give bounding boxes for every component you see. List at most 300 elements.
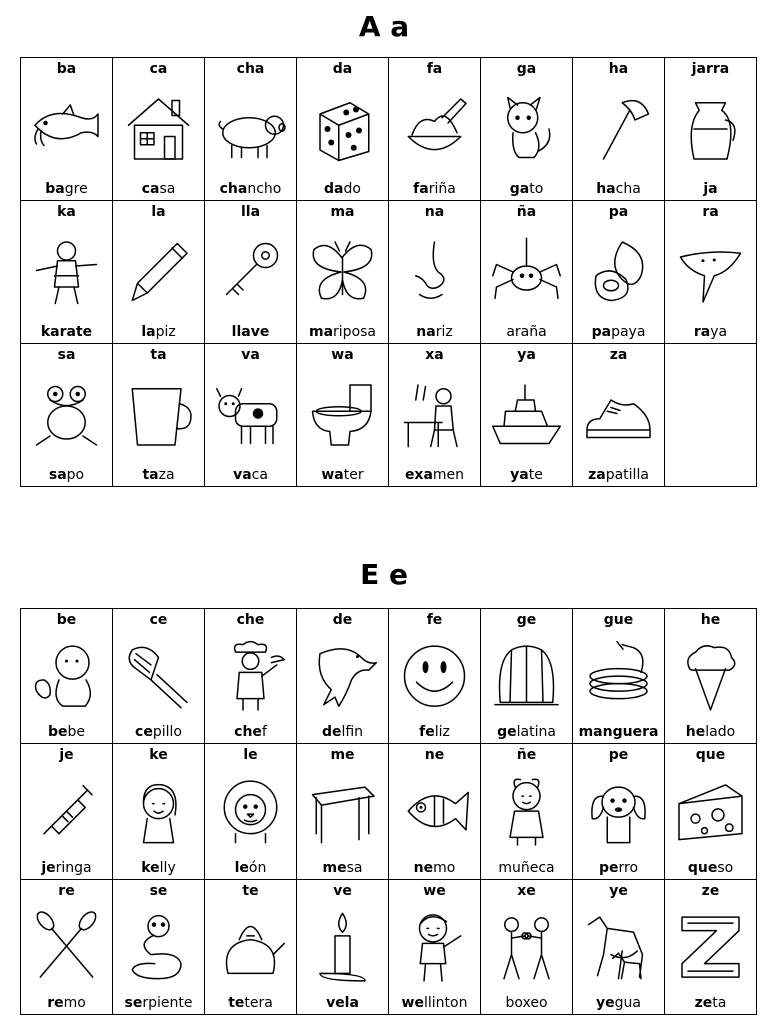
cell-content — [113, 880, 204, 1014]
word-rest-part: ringa — [55, 859, 92, 876]
word-label — [205, 995, 296, 1011]
word-bold-part: ge — [497, 724, 517, 741]
cell-content — [665, 880, 756, 1014]
cell-content — [21, 201, 112, 343]
syllable-cell — [389, 609, 481, 744]
brush-icon — [121, 633, 196, 719]
syllable-label: ge — [516, 612, 537, 628]
jelly-icon — [489, 633, 564, 719]
grid-e-row — [21, 609, 757, 744]
word-label — [573, 324, 664, 340]
syllable-label: pe — [608, 747, 629, 764]
syllable-cell — [113, 58, 205, 201]
word-bold-part: karate — [40, 324, 93, 340]
syllable-label: che — [236, 612, 265, 628]
cell-content — [573, 609, 664, 743]
syllable-label: ce — [149, 612, 168, 628]
syllable-cell — [389, 344, 481, 487]
word-rest-part: mo — [433, 859, 456, 876]
syllable-label: ta — [150, 347, 167, 363]
syllable-label: xe — [517, 882, 536, 899]
syllable-cell — [205, 201, 297, 344]
syllable-label: we — [423, 882, 446, 899]
word-bold-part: se — [124, 995, 143, 1011]
word-rest-part: pillo — [152, 724, 182, 741]
word-rest-part: lly — [159, 859, 176, 876]
word-rest-part: f — [261, 724, 267, 741]
butterfly-icon — [305, 225, 380, 319]
axe-icon — [581, 82, 656, 176]
karate-kid-icon — [29, 225, 104, 319]
syllable-label: cha — [236, 61, 265, 77]
word-rest-part: to — [529, 181, 544, 197]
word-label — [481, 467, 572, 483]
syllable-label: na — [424, 204, 445, 220]
word-label — [21, 860, 112, 876]
word-rest-part: za — [158, 467, 175, 483]
cell-content — [665, 58, 756, 200]
syllable-cell — [573, 344, 665, 487]
word-bold-part: we — [401, 995, 424, 1011]
papaya-icon — [581, 225, 656, 319]
word-label — [389, 995, 480, 1011]
word-bold-part: me — [322, 859, 347, 876]
word-label — [665, 181, 756, 197]
syllable-cell — [573, 609, 665, 744]
boxers-icon — [489, 904, 564, 990]
word-rest-part: do — [343, 181, 361, 197]
cell-content — [205, 880, 296, 1014]
word-bold-part: ra — [693, 324, 711, 340]
word-bold-part: za — [588, 467, 606, 483]
word-bold-part: llave — [231, 324, 270, 340]
word-bold-part: ya — [510, 467, 529, 483]
word-bold-part: la — [141, 324, 156, 340]
word-bold-part: te — [228, 995, 245, 1011]
cell-content — [113, 744, 204, 878]
word-rest-part: patilla — [605, 467, 649, 483]
section-e-title: E e — [360, 558, 408, 591]
key-icon — [213, 225, 288, 319]
cell-content — [481, 201, 572, 343]
cell-content — [21, 609, 112, 743]
word-bold-part: be — [47, 724, 68, 741]
syllable-label: lla — [240, 204, 261, 220]
cat-icon — [489, 82, 564, 176]
word-rest-part: te — [528, 467, 543, 483]
syllable-label: ca — [149, 61, 168, 77]
word-label — [205, 860, 296, 876]
cheese-icon — [673, 768, 748, 854]
word-rest-part: ón — [248, 859, 267, 876]
doll-icon — [489, 768, 564, 854]
cell-content — [389, 201, 480, 343]
syllable-cell — [113, 344, 205, 487]
pig-icon — [213, 82, 288, 176]
word-rest-part: lfin — [341, 724, 364, 741]
syllable-cell — [205, 58, 297, 201]
cell-content — [389, 744, 480, 878]
cell-content — [665, 744, 756, 878]
word-bold-part: ye — [596, 995, 615, 1011]
syllable-cell — [297, 744, 389, 879]
syllable-label: sa — [57, 347, 76, 363]
yacht-icon — [489, 368, 564, 462]
word-bold-part: manguera — [578, 724, 659, 741]
cell-content — [481, 344, 572, 486]
word-rest-part: muñeca — [498, 859, 555, 876]
dog-icon — [581, 768, 656, 854]
syllable-label: le — [243, 747, 258, 764]
stingray-icon — [673, 225, 748, 319]
word-bold-part: ca — [141, 181, 160, 197]
word-label — [389, 324, 480, 340]
cell-content — [481, 744, 572, 878]
word-label — [481, 324, 572, 340]
syllable-label: te — [242, 882, 259, 899]
syllable-cell — [573, 744, 665, 879]
syllable-label: se — [149, 882, 168, 899]
syllable-cell — [389, 201, 481, 344]
word-label — [665, 995, 756, 1011]
syringe-icon — [29, 768, 104, 854]
syllable-cell — [297, 609, 389, 744]
word-label — [113, 181, 204, 197]
word-rest-part: gre — [64, 181, 88, 197]
syllable-cell — [205, 344, 297, 487]
exam-student-icon — [397, 368, 472, 462]
girl-kelly-icon — [121, 768, 196, 854]
boy-icon — [397, 904, 472, 990]
syllable-cell — [21, 201, 113, 344]
cell-content — [389, 609, 480, 743]
snake-icon — [121, 904, 196, 990]
word-bold-part: ga — [509, 181, 530, 197]
word-label — [665, 724, 756, 740]
fish-icon — [397, 768, 472, 854]
word-label — [481, 181, 572, 197]
word-rest-part: po — [66, 467, 85, 483]
word-label — [481, 995, 572, 1011]
syllable-label: he — [700, 612, 721, 628]
house-icon — [121, 82, 196, 176]
word-bold-part: ne — [413, 859, 434, 876]
word-rest-part: cha — [615, 181, 641, 197]
grid-e-row — [21, 744, 757, 879]
grid-a-row — [21, 58, 757, 201]
grid-a-row — [21, 201, 757, 344]
word-rest-part: boxeo — [505, 995, 548, 1011]
syllable-cell — [113, 744, 205, 879]
syllable-cell — [665, 58, 757, 201]
word-rest-part: men — [432, 467, 465, 483]
syllable-label: va — [241, 347, 260, 363]
word-label — [389, 860, 480, 876]
cell-content — [573, 344, 664, 486]
word-bold-part: le — [234, 859, 249, 876]
cell-content — [297, 744, 388, 878]
cell-content — [21, 344, 112, 486]
catfish-icon — [29, 82, 104, 176]
word-bold-part: ta — [142, 467, 159, 483]
syllable-cell — [205, 744, 297, 879]
syllable-label: ga — [516, 61, 537, 77]
word-label — [481, 860, 572, 876]
syllable-cell — [481, 201, 573, 344]
cell-content — [297, 609, 388, 743]
word-label — [573, 724, 664, 740]
word-bold-part: fe — [419, 724, 435, 741]
cell-content — [113, 609, 204, 743]
syllable-grid-e — [20, 608, 757, 1015]
syllable-cell — [297, 201, 389, 344]
cell-content — [297, 201, 388, 343]
word-rest-part: sa — [346, 859, 363, 876]
grid-e-row — [21, 879, 757, 1014]
syllable-cell — [665, 201, 757, 344]
syllable-cell — [21, 609, 113, 744]
word-rest-part: piz — [155, 324, 176, 340]
syllable-cell — [297, 344, 389, 487]
syllable-label: ma — [330, 204, 355, 220]
syllable-cell — [205, 609, 297, 744]
word-label — [573, 995, 664, 1011]
word-bold-part: va — [233, 467, 252, 483]
syllable-cell — [665, 609, 757, 744]
frog-icon — [29, 368, 104, 462]
cell-content — [389, 58, 480, 200]
word-label — [113, 324, 204, 340]
baby-icon — [29, 633, 104, 719]
syllable-label: ba — [56, 61, 77, 77]
syllable-label: be — [56, 612, 77, 628]
syllable-label: ña — [516, 204, 537, 220]
cell-content — [573, 880, 664, 1014]
word-bold-part: he — [685, 724, 706, 741]
cell-content — [205, 58, 296, 200]
word-bold-part: ma — [308, 324, 334, 340]
lion-icon — [213, 768, 288, 854]
syllable-cell — [481, 58, 573, 201]
syllable-cell — [21, 879, 113, 1014]
word-rest-part: liz — [434, 724, 450, 741]
syllable-label: je — [59, 747, 74, 764]
word-bold-part: vela — [326, 995, 359, 1011]
syllable-label: ya — [517, 347, 536, 363]
word-label — [21, 324, 112, 340]
word-label — [21, 181, 112, 197]
syllable-label: gue — [603, 612, 634, 628]
cell-content — [113, 201, 204, 343]
syllable-cell — [21, 744, 113, 879]
syllable-label: re — [58, 882, 75, 899]
word-label — [665, 860, 756, 876]
syllable-label: ñe — [516, 747, 537, 764]
cell-content — [205, 201, 296, 343]
syllable-cell — [573, 201, 665, 344]
syllable-cell — [113, 201, 205, 344]
chef-icon — [213, 633, 288, 719]
word-label — [297, 181, 388, 197]
spider-icon — [489, 225, 564, 319]
syllable-cell — [573, 879, 665, 1014]
syllable-label: me — [330, 747, 355, 764]
syllable-cell — [297, 879, 389, 1014]
syllable-label: ra — [702, 204, 719, 220]
cell-content — [573, 58, 664, 200]
die-icon — [305, 82, 380, 176]
candle-icon — [305, 904, 380, 990]
word-bold-part: ha — [596, 181, 616, 197]
word-label — [297, 724, 388, 740]
syllable-label: ze — [701, 882, 720, 899]
syllable-label: fa — [426, 61, 443, 77]
horses-icon — [581, 904, 656, 990]
word-rest-part: ya — [710, 324, 728, 340]
cell-content — [21, 880, 112, 1014]
mug-icon — [121, 368, 196, 462]
word-bold-part: che — [234, 724, 262, 741]
ice-cream-icon — [673, 633, 748, 719]
word-label — [205, 467, 296, 483]
cell-content — [389, 880, 480, 1014]
cell-content — [205, 744, 296, 878]
smiley-icon — [397, 633, 472, 719]
word-label — [297, 995, 388, 1011]
syllable-cell — [21, 58, 113, 201]
syllable-label: ke — [149, 747, 168, 764]
word-label — [113, 860, 204, 876]
syllable-cell — [205, 879, 297, 1014]
syllable-label: ka — [57, 204, 76, 220]
jug-icon — [673, 82, 748, 176]
kettle-icon — [213, 904, 288, 990]
oars-icon — [29, 904, 104, 990]
sneaker-icon — [581, 368, 656, 462]
word-label — [573, 860, 664, 876]
syllable-label: que — [695, 747, 726, 764]
cell-content — [21, 744, 112, 878]
word-bold-part: ze — [694, 995, 713, 1011]
syllable-label: wa — [331, 347, 354, 363]
section-a-title: A a — [358, 10, 410, 43]
word-label — [297, 324, 388, 340]
word-label — [205, 324, 296, 340]
word-label — [21, 467, 112, 483]
nose-icon — [397, 225, 472, 319]
cell-content — [389, 344, 480, 486]
word-label — [389, 467, 480, 483]
syllable-cell — [573, 58, 665, 201]
word-bold-part: na — [416, 324, 436, 340]
flour-bowl-icon — [397, 82, 472, 176]
cell-content — [297, 880, 388, 1014]
cell-content — [481, 58, 572, 200]
word-label — [21, 724, 112, 740]
syllable-label: ye — [609, 882, 628, 899]
cell-content — [113, 344, 204, 486]
cell-content — [665, 609, 756, 743]
syllable-cell — [481, 344, 573, 487]
syllable-label: ne — [424, 747, 445, 764]
cell-content — [205, 344, 296, 486]
word-rest-part: mo — [63, 995, 86, 1011]
word-rest-part: latina — [516, 724, 556, 741]
word-label — [481, 724, 572, 740]
word-bold-part: ce — [135, 724, 153, 741]
word-label — [113, 724, 204, 740]
syllable-label: za — [609, 347, 628, 363]
cell-content — [573, 201, 664, 343]
word-bold-part: da — [324, 181, 344, 197]
syllable-label: da — [332, 61, 353, 77]
word-bold-part: fa — [413, 181, 429, 197]
word-label — [573, 467, 664, 483]
cell-content — [481, 609, 572, 743]
syllable-label: ha — [608, 61, 629, 77]
syllable-cell — [665, 344, 757, 487]
cell-content — [297, 58, 388, 200]
word-rest-part: ncho — [247, 181, 282, 197]
word-rest-part: rpiente — [142, 995, 193, 1011]
syllable-cell — [481, 879, 573, 1014]
word-rest-part: llinton — [423, 995, 468, 1011]
dolphin-icon — [305, 633, 380, 719]
grid-a-row — [21, 344, 757, 487]
word-rest-part: tera — [244, 995, 273, 1011]
word-rest-part: so — [717, 859, 734, 876]
syllable-cell — [113, 609, 205, 744]
syllable-cell — [297, 58, 389, 201]
word-rest-part: gua — [614, 995, 641, 1011]
word-rest-part: rro — [618, 859, 639, 876]
letter-z-icon — [673, 904, 748, 990]
word-rest-part: riz — [435, 324, 453, 340]
cell-content — [205, 609, 296, 743]
syllable-cell — [389, 879, 481, 1014]
syllable-cell — [481, 744, 573, 879]
word-label — [297, 860, 388, 876]
cell-content — [481, 880, 572, 1014]
pencil-icon — [121, 225, 196, 319]
word-label — [297, 467, 388, 483]
syllable-cell — [481, 609, 573, 744]
word-rest-part: riña — [428, 181, 456, 197]
word-rest-part: riposa — [333, 324, 377, 340]
word-bold-part: re — [47, 995, 64, 1011]
syllable-cell — [665, 879, 757, 1014]
table-icon — [305, 768, 380, 854]
cell-content — [113, 58, 204, 200]
word-rest-part: ter — [343, 467, 364, 483]
word-label — [389, 181, 480, 197]
word-bold-part: pa — [591, 324, 612, 340]
word-rest-part: lado — [705, 724, 736, 741]
syllable-label: ve — [333, 882, 352, 899]
cell-content — [665, 201, 756, 343]
word-bold-part: je — [41, 859, 56, 876]
word-label — [665, 324, 756, 340]
syllable-cell — [665, 744, 757, 879]
word-label — [389, 724, 480, 740]
word-label — [21, 995, 112, 1011]
syllable-label: pa — [608, 204, 629, 220]
word-bold-part: ke — [141, 859, 160, 876]
word-bold-part: sa — [48, 467, 67, 483]
word-bold-part: ja — [703, 181, 718, 197]
word-bold-part: cha — [219, 181, 248, 197]
syllable-label: la — [151, 204, 166, 220]
